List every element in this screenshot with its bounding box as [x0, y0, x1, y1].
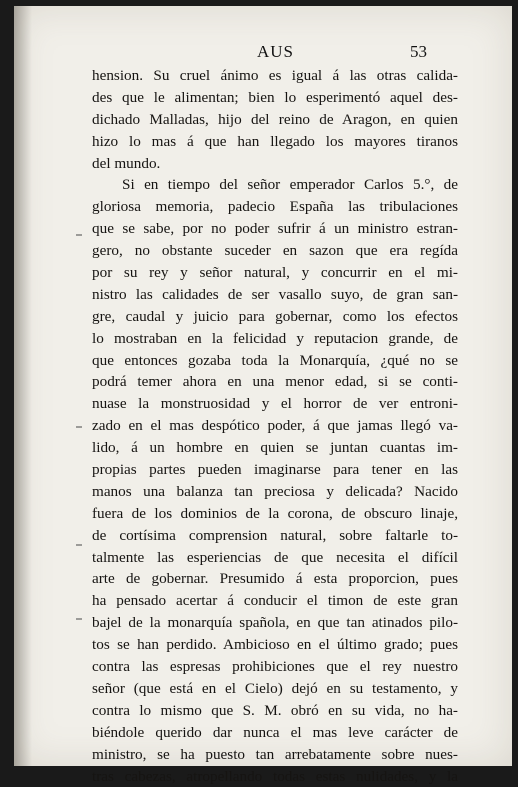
text-line: des que le alimentan; bien lo esperimentó aquel des-: [92, 87, 458, 109]
text-line: por su rey y señor natural, y concurrir en el mi-: [92, 262, 458, 284]
book-page: [14, 6, 512, 766]
text-line: arte de gobernar. Presumido á esta proporcion, pues: [92, 568, 458, 590]
running-title: AUS: [257, 42, 294, 62]
text-line: manos una balanza tan preciosa y delicada? Nacido: [92, 481, 458, 503]
text-line: podrá temer ahora en una menor edad, si se conti-: [92, 371, 458, 393]
spine-shadow: [14, 6, 32, 766]
text-line: del mundo.: [92, 153, 458, 175]
body-text: [92, 65, 458, 787]
margin-marks: [76, 6, 86, 766]
text-line: ministro, se ha puesto tan arrebatamente sobre nues-: [92, 744, 458, 766]
text-line: que se sabe, por no poder sufrir á un ministro estran-: [92, 218, 458, 240]
page-number: 53: [410, 42, 427, 62]
text-line: gre, caudal y juicio para gobernar, como los efectos: [92, 306, 458, 328]
text-line: ha pensado acertar á conducir el timon de este gran: [92, 590, 458, 612]
text-line: biéndole querido dar nunca el mas leve carácter de: [92, 722, 458, 744]
text-line: dichado Malladas, hijo del reino de Aragon, en quien: [92, 109, 458, 131]
text-line: hension. Su cruel ánimo es igual á las otras calida-: [92, 65, 458, 87]
text-line: nuase la monstruosidad y el horror de ver entroni-: [92, 393, 458, 415]
text-line: tos se han perdido. Ambicioso en el último grado; pues: [92, 634, 458, 656]
text-line: tras cabezas, atropellando todas estas nulidades, y la: [92, 766, 458, 787]
margin-mark: [76, 234, 82, 236]
text-line: propias partes pueden imaginarse para tener en las: [92, 459, 458, 481]
text-line: fuera de los dominios de la corona, de obscuro linaje,: [92, 503, 458, 525]
text-line: contra lo mismo que S. M. obró en su vida, no ha-: [92, 700, 458, 722]
margin-mark: [76, 544, 82, 546]
margin-mark: [76, 426, 82, 428]
running-head: [14, 42, 512, 66]
text-line: nistro las calidades de ser vasallo suyo, de gran san-: [92, 284, 458, 306]
text-line: gloriosa memoria, padecio España las tribulaciones: [92, 196, 458, 218]
text-line: que entonces gozaba toda la Monarquía, ¿qué no se: [92, 350, 458, 372]
text-line: hizo lo mas á que han llegado los mayores tiranos: [92, 131, 458, 153]
text-line: Si en tiempo del señor emperador Carlos 5.°, de: [92, 174, 458, 196]
text-line: talmente las esperiencias de que necesita el difícil: [92, 547, 458, 569]
margin-mark: [76, 618, 82, 620]
text-line: bajel de la monarquía spañola, en que tan atinados pilo-: [92, 612, 458, 634]
text-line: de cortísima comprension natural, sobre faltarle to-: [92, 525, 458, 547]
text-line: lido, á un hombre en quien se juntan cuantas im-: [92, 437, 458, 459]
text-line: lo mostraban en la felicidad y reputacion grande, de: [92, 328, 458, 350]
text-line: señor (que está en el Cielo) dejó en su testamento, y: [92, 678, 458, 700]
text-line: gero, no obstante suceder en sazon que era regída: [92, 240, 458, 262]
text-line: contra las espresas prohibiciones que el rey nuestro: [92, 656, 458, 678]
text-line: zado en el mas despótico poder, á que jamas llegó va-: [92, 415, 458, 437]
